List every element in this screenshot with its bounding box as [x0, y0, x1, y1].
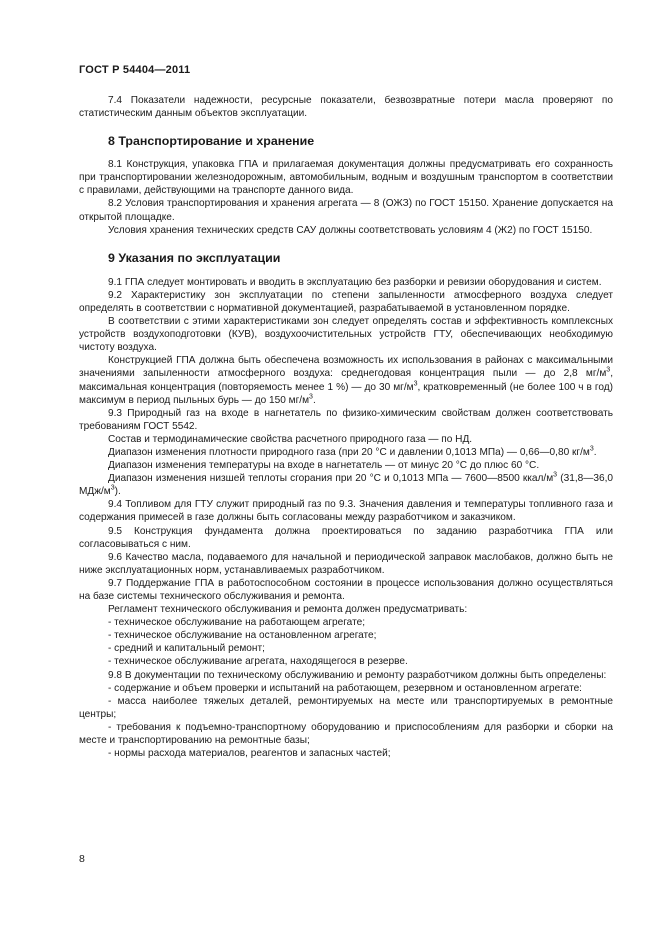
- list-item: - средний и капитальный ремонт;: [108, 643, 265, 655]
- list-item: - техническое обслуживание на остановленном агрегате;: [108, 630, 377, 642]
- paragraph-9-3-density: [79, 446, 613, 459]
- paragraph-9-1: 9.1 ГПА следует монтировать и вводить в эксплуатацию без разборки и ревизии оборудования и систем.: [108, 276, 602, 288]
- superscript-3: 3: [553, 471, 558, 479]
- paragraph-7-4: 7.4 Показатели надежности, ресурсные показатели, безвозвратные потери масла проверяют по статистическим данным объектов эксплуатации.: [79, 95, 613, 120]
- superscript-3: 3: [309, 393, 313, 401]
- paragraph-9-3: 9.3 Природный газ на входе в нагнетатель по физико-химическим свойствам должен соответствовать требованиям ГОСТ 5542.: [79, 407, 613, 432]
- superscript-3: 3: [589, 445, 594, 453]
- superscript-3: 3: [413, 380, 418, 388]
- paragraph-9-5: 9.5 Конструкция фундамента должна проектироваться по заданию разработчика ГПА или согласовываться с ним.: [79, 525, 613, 550]
- list-item: - содержание и объем проверки и испытаний на работающем, резервном и остановленном агрегате:: [108, 682, 582, 694]
- heat-text-c: ).: [114, 486, 121, 498]
- paragraph-9-2: 9.2 Характеристику зон эксплуатации по степени запыленности атмосферного воздуха следует определять в соответствии с нормативной документацией, разрабатываемой в установленном порядке.: [79, 289, 613, 314]
- dust-text-a: Конструкцией ГПА должна быть обеспечена возможность их использования в районах с максимальными значениями запыленности атмосферного воздуха: среднегодовая концентрация пыли — до 2,8 мг/м: [79, 355, 613, 380]
- section-9-title: 9 Указания по эксплуатации: [108, 250, 281, 265]
- superscript-3: 3: [110, 484, 115, 492]
- document-header: ГОСТ Р 54404—2011: [79, 64, 191, 76]
- paragraph-9-7-regulation: Регламент технического обслуживания и ремонта должен предусматривать:: [108, 604, 468, 616]
- list-item: - техническое обслуживание на работающем агрегате;: [108, 617, 366, 629]
- heat-text-a: Диапазон изменения низшей теплоты сгорания при 20 °С и 0,1013 МПа — 7600—8500 ккал/м: [108, 473, 554, 485]
- density-text-a: Диапазон изменения плотности природного газа (при 20 °С и давлении 0,1013 МПа) — 0,66—0,80 кг/м: [108, 446, 590, 458]
- heat-text-b: (31,8—36,0 МДж/м: [79, 473, 613, 498]
- page-number: 8: [79, 853, 85, 865]
- paragraph-8-2-sau: Условия хранения технических средств САУ должны соответствовать условиям 4 (Ж2) по ГОСТ 15150.: [108, 224, 593, 236]
- dust-text-c: , кратковременный (не более 100 ч в год) максимум в период пыльных бурь — до 150 мг/м: [79, 381, 613, 406]
- list-item: - масса наиболее тяжелых деталей, ремонтируемых на месте или транспортируемых в ремонтные центры;: [79, 695, 613, 720]
- paragraph-9-6: 9.6 Качество масла, подаваемого для начальной и периодической заправок маслобаков, должно быть не ниже эксплуатационных норм, устанавливаемых разработчиком.: [79, 551, 613, 576]
- list-item: - техническое обслуживание агрегата, находящегося в резерве.: [108, 656, 408, 668]
- density-text-b: .: [593, 446, 597, 458]
- paragraph-9-2-kuv: В соответствии с этими характеристиками зон следует определять состав и эффективность комплексных устройств воздухоподготовки (КУВ), воздухоочистительных устройств ГТУ, обеспечивающих необходимую чистоту воздуха.: [79, 316, 613, 354]
- dust-text-b: , максимальная концентрация (повторяемость менее 1 %) — до 30 мг/м: [79, 368, 613, 393]
- document-body: [79, 94, 613, 760]
- paragraph-9-3-heat: [79, 472, 613, 498]
- paragraph-9-3-composition: Состав и термодинамические свойства расчетного природного газа — по НД.: [108, 433, 473, 445]
- dust-text-d: .: [312, 394, 316, 406]
- paragraph-9-4: 9.4 Топливом для ГТУ служит природный газ по 9.3. Значения давления и температуры топливного газа и содержания примесей в газе должны быть согласованы между разработчиком и заказчиком.: [79, 499, 613, 524]
- paragraph-8-1: 8.1 Конструкция, упаковка ГПА и прилагаемая документация должны предусматривать его сохранность при транспортировании железнодорожным, автомобильным, водным и воздушным транспортом в соответствии с правилами, действующими на транспорте данного вида.: [79, 159, 613, 197]
- paragraph-9-8: 9.8 В документации по техническому обслуживанию и ремонту разработчиком должны быть определены:: [108, 669, 607, 681]
- superscript-3: 3: [606, 367, 611, 375]
- list-item: - требования к подъемно-транспортному оборудованию и приспособлениям для разборки и сборки на месте и транспортированию на ремонтные базы;: [79, 721, 613, 747]
- list-item: - нормы расхода материалов, реагентов и запасных частей;: [108, 748, 391, 760]
- paragraph-9-3-temperature: Диапазон изменения температуры на входе в нагнетатель — от минус 20 °С до плюс 60 °С.: [108, 460, 540, 472]
- paragraph-8-2: 8.2 Условия транспортирования и хранения агрегата — 8 (ОЖЗ) по ГОСТ 15150. Хранение допускается на открытой площадке.: [79, 198, 613, 223]
- section-8-title: 8 Транспортирование и хранение: [108, 134, 315, 149]
- paragraph-9-2-dust: [79, 354, 613, 406]
- paragraph-9-7: 9.7 Поддержание ГПА в работоспособном состоянии в процессе использования должно осуществляться на базе системы технического обслуживания и ремонта.: [79, 577, 613, 602]
